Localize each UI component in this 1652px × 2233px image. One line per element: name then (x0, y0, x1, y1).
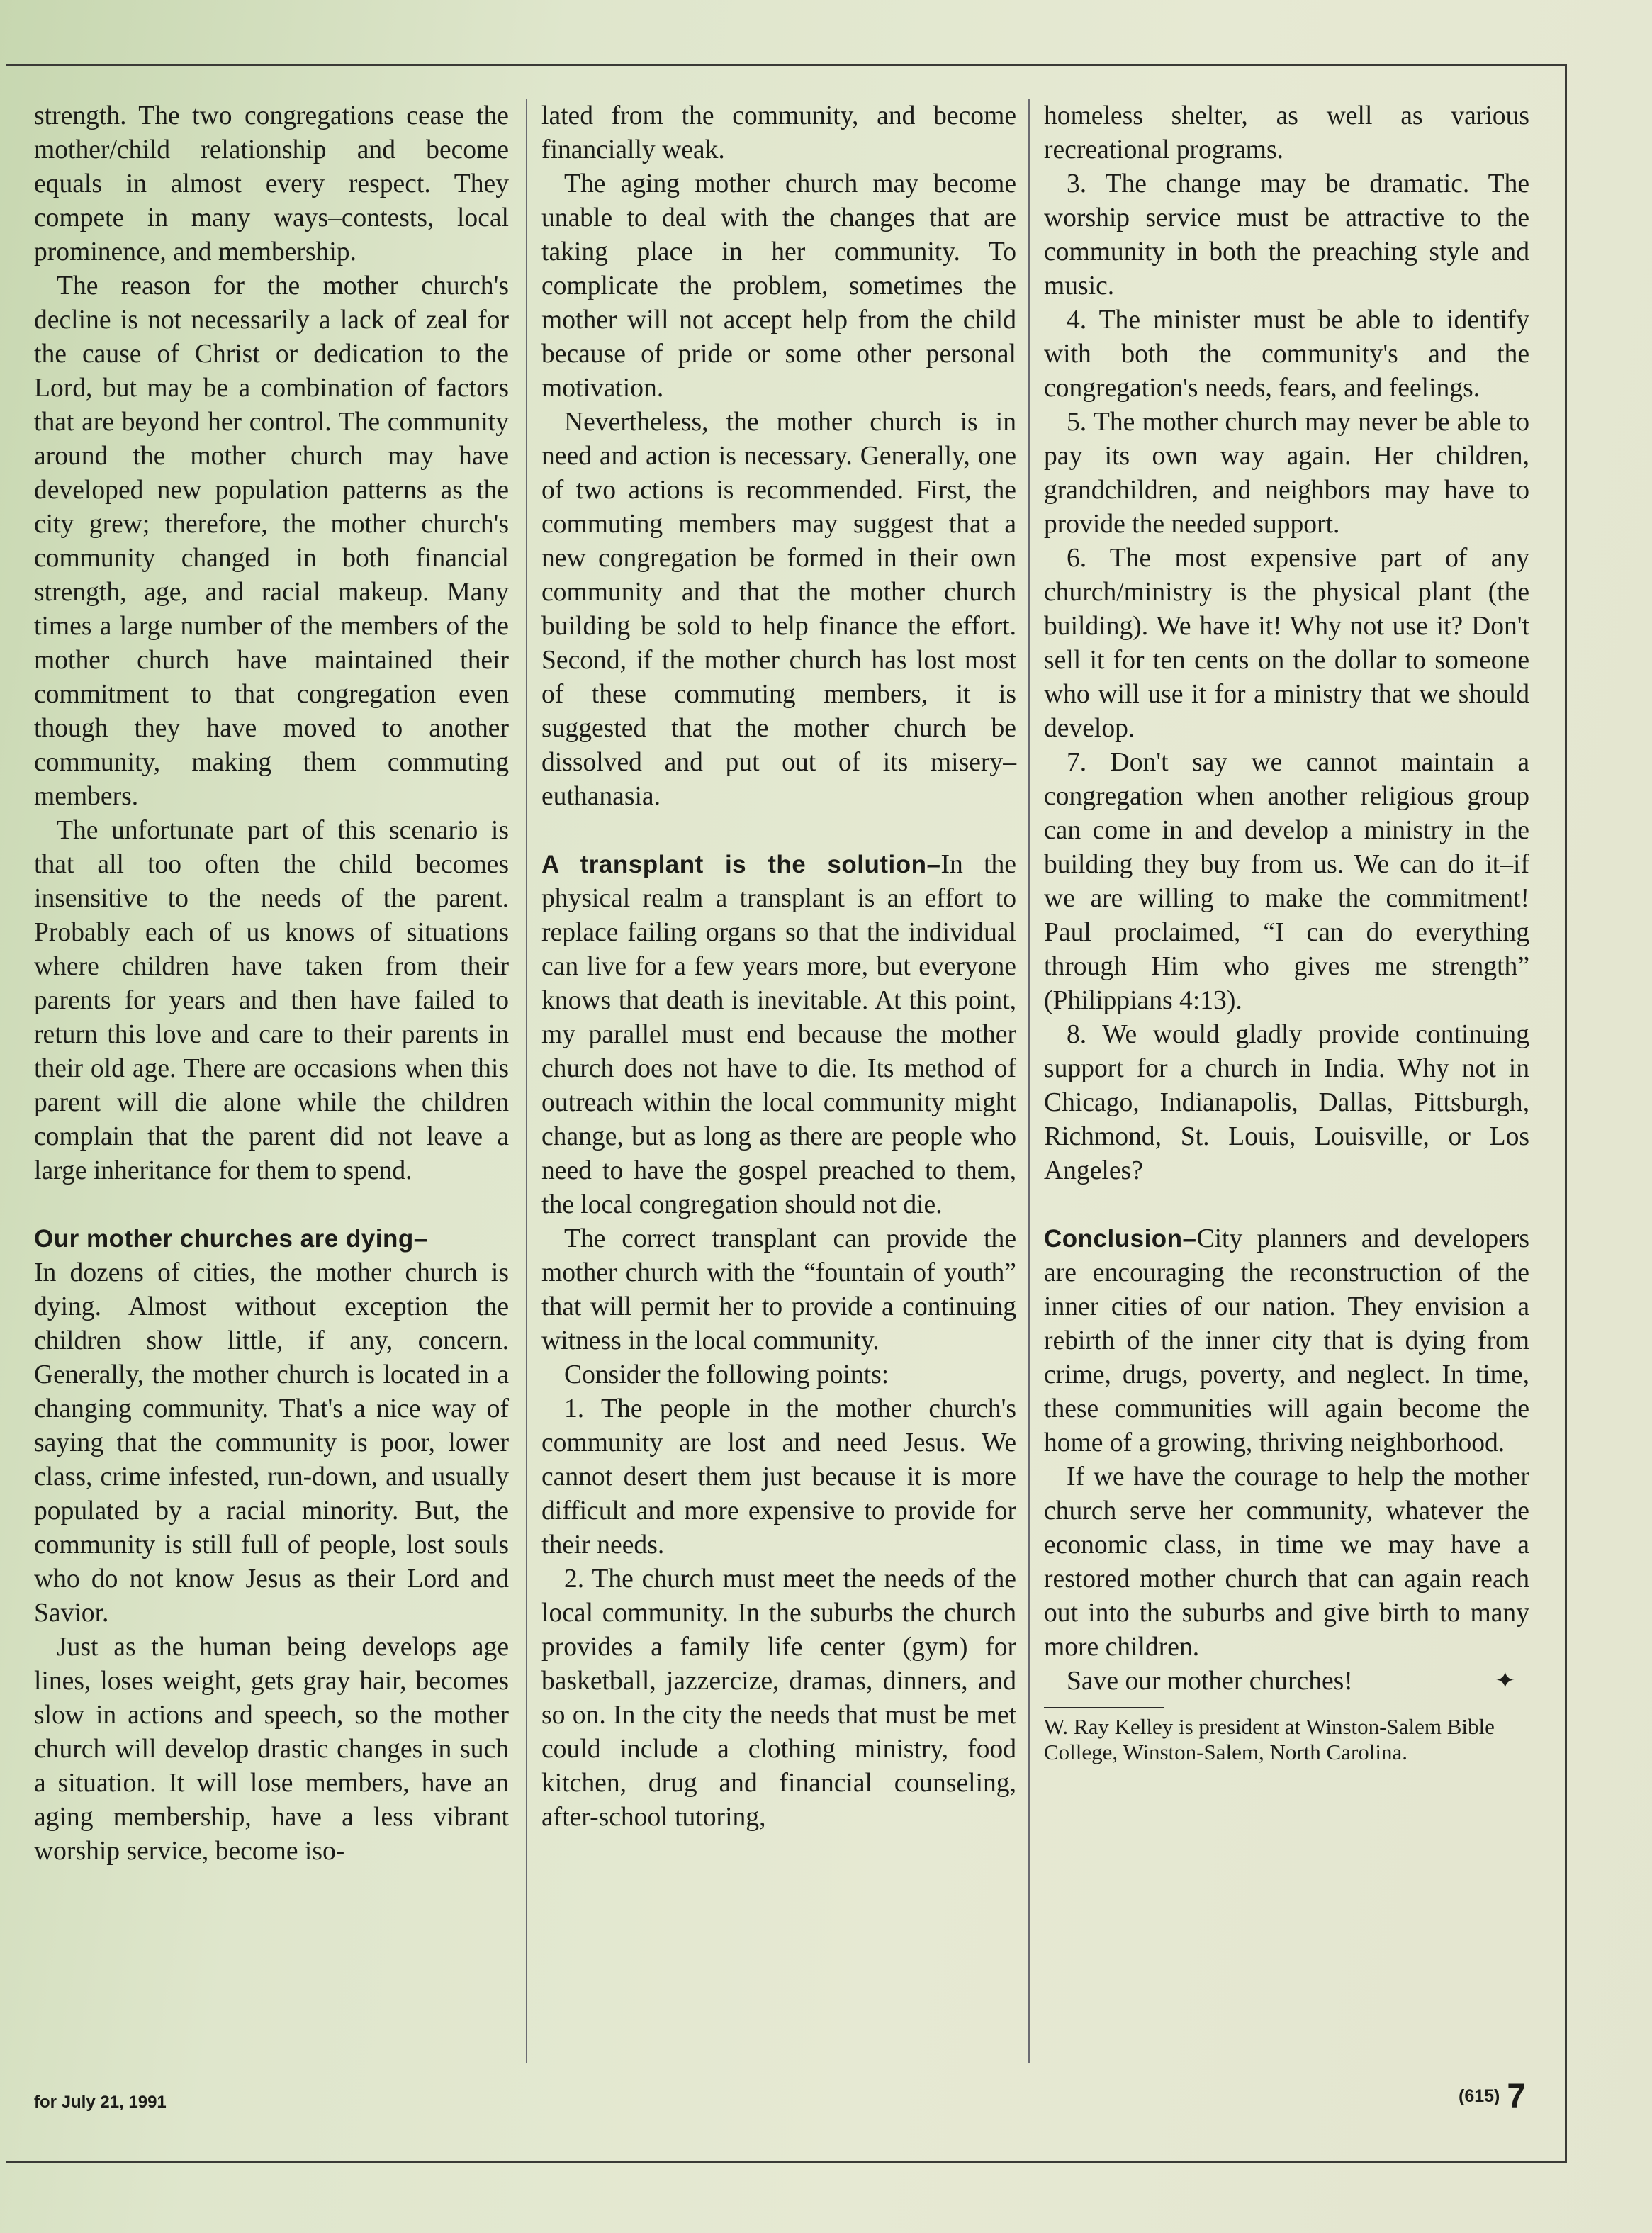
closing-text: Save our mother churches! (1067, 1667, 1353, 1696)
issue-number: (615) (1459, 2086, 1500, 2106)
section-heading: Conclusion– (1044, 1225, 1197, 1253)
paragraph: The unfortunate part of this scenario is that all too often the child becomes insensitive to the needs of the parent. Probably each of us knows of situations where children have taken from their parents for years and then have failed to return this love and care to their parents in their old age. There are occasions when this parent will die alone while the children complain that the parent did not leave a large inheritance for them to spend. (34, 816, 509, 1185)
author-bio: W. Ray Kelley is president at Winston-Salem Bible College, Winston-Salem, North Carolina. (1044, 1714, 1495, 1764)
paragraph-text: City planners and developers are encouraging the reconstruction of the inner cities of our nation. They envision a rebirth of the inner city that is dying from crime, drugs, poverty, and neglect. In time, these communities will again become the home of a growing, thriving neighborhood. (1044, 1224, 1529, 1457)
spacer (34, 1188, 509, 1222)
numbered-point: 6. The most expensive part of any church/ministry is the physical plant (the building). We have it! Why not use it? Don't sell it for ten cents on the dollar to someone who will use it for a ministry that we should develop. (1044, 544, 1529, 743)
numbered-point: 1. The people in the mother church's community are lost and need Jesus. We cannot desert them just because it is more difficult and more expensive to provide for their needs. (541, 1394, 1016, 1560)
issue-date: for July 21, 1991 (34, 2093, 167, 2112)
section-heading: Our mother churches are dying– (34, 1225, 428, 1253)
paragraph: Nevertheless, the mother church is in need and action is necessary. Generally, one of two actions is recommended. First, the commuting members may suggest that a new congregation be formed in their own community and that the mother church building be sold to help finance the effort. Second, if the mother church has lost most of these commuting members, it is suggested that the mother church be dissolved and put out of its misery–euthanasia. (541, 408, 1016, 811)
page-folio (1459, 2077, 1526, 2116)
paragraph: If we have the courage to help the mother church serve her community, whatever the economic class, in time we may have a restored mother church that can again reach out into the suburbs and give birth to many more children. (1044, 1462, 1529, 1662)
section-heading-mother-churches (34, 1222, 509, 1256)
paragraph: The aging mother church may become unable to deal with the changes that are taking place in her community. To complicate the problem, sometimes the mother will not accept help from the child because of pride or some other personal motivation. (541, 169, 1016, 403)
numbered-point: 5. The mother church may never be able to pay its own way again. Her children, grandchildren, and neighbors may have to provide the needed support. (1044, 408, 1529, 539)
section-paragraph-conclusion (1044, 1222, 1529, 1460)
column-divider (1028, 99, 1030, 2063)
paragraph: strength. The two congregations cease the mother/child relationship and become equals in almost every respect. They compete in many ways–contests, local prominence, and membership. (34, 101, 509, 267)
bio-divider (1044, 1707, 1164, 1708)
paragraph: Consider the following points: (564, 1360, 889, 1389)
article-column-2 (541, 99, 1016, 1835)
paragraph: Just as the human being develops age lines, loses weight, gets gray hair, becomes slow in actions and speech, so the mother church will develop drastic changes in such a situation. It will lose members, have an aging membership, have a less vibrant worship service, become iso- (34, 1633, 509, 1866)
end-of-article-icon: ✦ (1495, 1668, 1515, 1694)
paragraph: The correct transplant can provide the mother church with the “fountain of youth” that will permit her to provide a continuing witness in the local community. (541, 1224, 1016, 1355)
numbered-point: 3. The change may be dramatic. The worship service must be attractive to the community in both the preaching style and music. (1044, 169, 1529, 301)
column-divider (526, 99, 527, 2063)
closing-line (1044, 1664, 1529, 1698)
article-column-1 (34, 99, 509, 1869)
article-column-3 (1044, 99, 1529, 1765)
page-number: 7 (1507, 2078, 1527, 2115)
numbered-point: 2. The church must meet the needs of the local community. In the suburbs the church provides a family life center (gym) for basketball, jazzercize, dramas, dinners, and so on. In the city the needs that must be met could include a clothing ministry, food kitchen, drug and financial counseling, after-school tutoring, (541, 1565, 1016, 1832)
spacer (541, 814, 1016, 848)
section-heading: A transplant is the solution– (541, 851, 941, 878)
numbered-point: 4. The minister must be able to identify with both the community's and the congregation's needs, fears, and feelings. (1044, 306, 1529, 403)
paragraph: In dozens of cities, the mother church is dying. Almost without exception the children show little, if any, concern. Generally, the mother church is located in a changing community. That's a nice way of saying that the community is poor, lower class, crime infested, run-down, and usually populated by a racial minority. But, the community is still full of people, lost souls who do not know Jesus as their Lord and Savior. (34, 1258, 509, 1628)
paragraph: lated from the community, and become financially weak. (541, 101, 1016, 164)
paragraph-text: In the physical realm a transplant is an effort to replace failing organs so that the individual can live for a few years more, but everyone knows that death is inevitable. At this point, my parallel must end because the mother church does not have to die. Its method of outreach within the local community might change, but as long as there are people who need to have the gospel preached to them, the local congregation should not die. (541, 850, 1016, 1219)
numbered-point: 7. Don't say we cannot maintain a congregation when another religious group can come in and develop a ministry in the building they buy from us. We can do it–if we are willing to make the commitment! Paul proclaimed, “I can do everything through Him who gives me strength” (Philippians 4:13). (1044, 748, 1529, 1015)
numbered-point: 8. We would gladly provide continuing support for a church in India. Why not in Chicago, Indianapolis, Dallas, Pittsburgh, Richmond, St. Louis, Louisville, or Los Angeles? (1044, 1020, 1529, 1185)
paragraph: homeless shelter, as well as various recreational programs. (1044, 101, 1529, 164)
spacer (1044, 1188, 1529, 1222)
paragraph: The reason for the mother church's decline is not necessarily a lack of zeal for the cause of Christ or dedication to the Lord, but may be a combination of factors that are beyond her control. The community around the mother church may have developed new population patterns as the city grew; therefore, the mother church's community changed in both financial strength, age, and racial makeup. Many times a large number of the members of the mother church have maintained their commitment to that congregation even though they have moved to another community, making them commuting members. (34, 272, 509, 811)
section-paragraph-transplant (541, 848, 1016, 1222)
